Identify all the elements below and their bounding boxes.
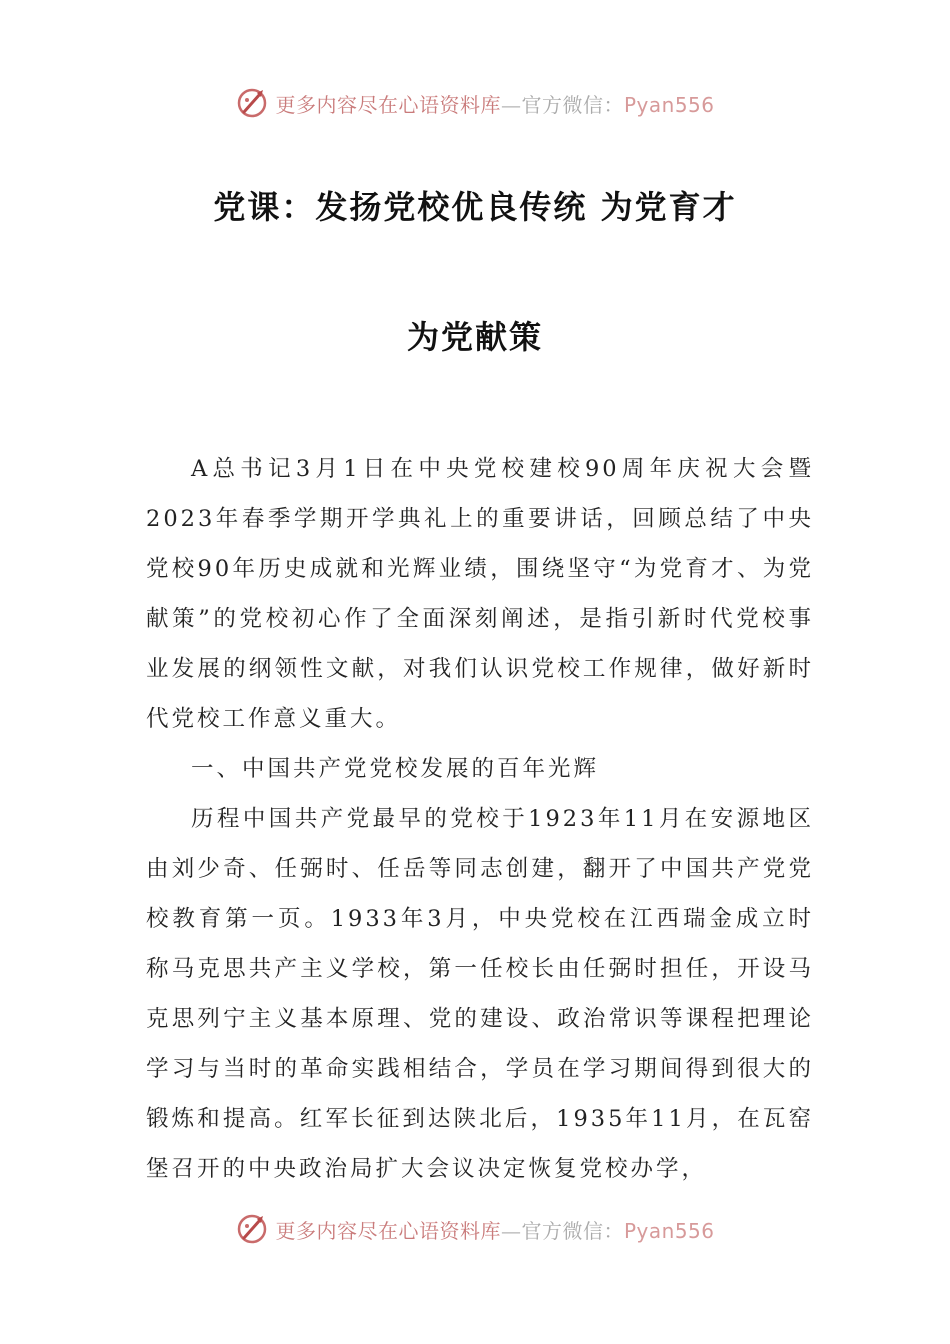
document-title-line-2: 为党献策 [406, 318, 543, 356]
watermark-text [275, 89, 714, 118]
footer-watermark [0, 1212, 950, 1246]
header-watermark [0, 86, 950, 120]
document-title-line-1: 党课：发扬党校优良传统 为党育才 [213, 188, 737, 226]
watermark-separator: — [500, 92, 522, 117]
paragraph-intro: A总书记3月1日在中央党校建校90周年庆祝大会暨2023年春季学期开学典礼上的重要讲话，回顾总结了中央党校90年历史成就和光辉业绩，围绕坚守“为党育才、为党献策”的党校初心作了全面深刻阐述，是指引新时代党校事业发展的纲领性文献，对我们认识党校工作规律，做好新时代党校工作意义重大。 [146, 456, 814, 732]
document-body [146, 444, 814, 1194]
watermark-brand: 更多内容尽在心语资料库 [275, 92, 501, 117]
paragraph-history: 历程中国共产党最早的党校于1923年11月在安源地区由刘少奇、任弼时、任岳等同志创建，翻开了中国共产党党校教育第一页。1933年3月，中央党校在江西瑞金成立时称马克思共产主义学校，第一任校长由任弼时担任，开设马克思列宁主义基本原理、党的建设、政治常识等课程把理论学习与当时的革命实践相结合，学员在学习期间得到很大的锻炼和提高。红军长征到达陕北后，1935年11月，在瓦窑堡召开的中央政治局扩大会议决定恢复党校办学， [146, 806, 814, 1182]
section-heading: 一、中国共产党党校发展的百年光辉 [191, 756, 600, 782]
watermark-account: Pyan556 [623, 1218, 715, 1243]
watermark-text [275, 1215, 714, 1244]
pen-circle-logo-icon [235, 1212, 269, 1246]
pen-circle-logo-icon [235, 86, 269, 120]
watermark-label: 官方微信： [521, 92, 624, 117]
watermark-label: 官方微信： [521, 1218, 624, 1243]
watermark-separator: — [500, 1218, 522, 1243]
watermark-account: Pyan556 [623, 92, 715, 117]
watermark-brand: 更多内容尽在心语资料库 [275, 1218, 501, 1243]
